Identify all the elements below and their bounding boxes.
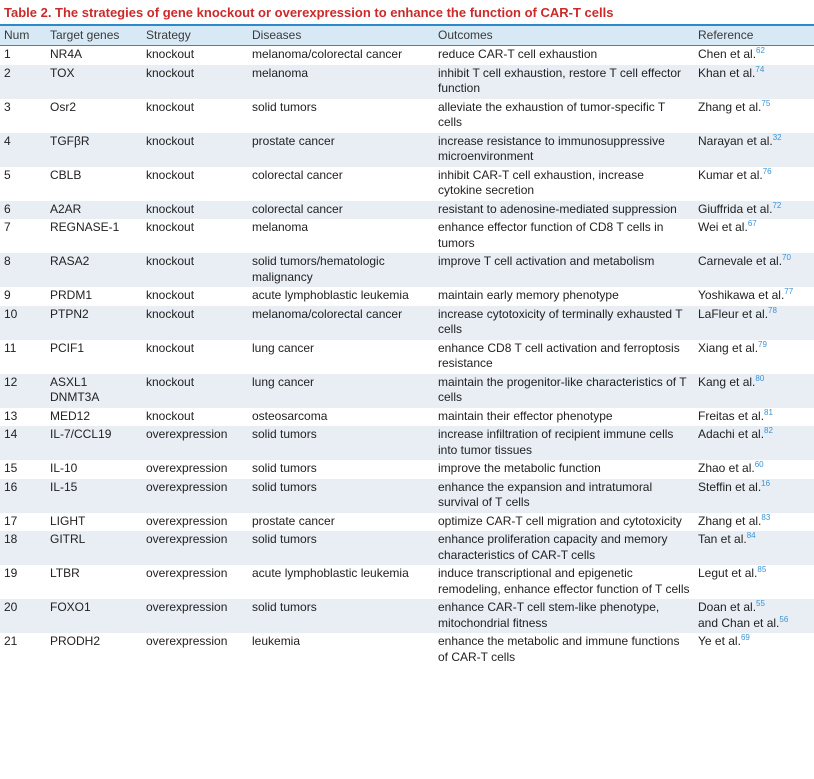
reference-author: Kumar et al. bbox=[698, 167, 763, 182]
strategy-cell: knockout bbox=[142, 133, 248, 167]
reference-citation-link[interactable]: 55 bbox=[756, 599, 765, 608]
table-row bbox=[0, 460, 814, 479]
num-cell: 21 bbox=[0, 633, 46, 667]
num-cell: 13 bbox=[0, 408, 46, 427]
strategy-cell: overexpression bbox=[142, 599, 248, 633]
reference-citation-link[interactable]: 60 bbox=[754, 460, 764, 469]
table-row bbox=[0, 531, 814, 565]
table-row bbox=[0, 253, 814, 287]
table-row bbox=[0, 633, 814, 667]
reference-author: Xiang et al. bbox=[698, 340, 759, 355]
strategy-cell: knockout bbox=[142, 306, 248, 340]
reference-citation-link[interactable]: 56 bbox=[779, 614, 789, 624]
reference-cell bbox=[694, 460, 814, 479]
table-row bbox=[0, 167, 814, 201]
reference-author: LaFleur et al. bbox=[698, 306, 769, 321]
strategy-cell: overexpression bbox=[142, 479, 248, 513]
target-gene-line: ASXL1 bbox=[50, 374, 88, 389]
reference-entry bbox=[698, 634, 750, 648]
reference-cell bbox=[694, 253, 814, 287]
target-gene-cell: RASA2 bbox=[46, 253, 142, 287]
strategy-cell: knockout bbox=[142, 340, 248, 374]
target-gene-cell: NR4A bbox=[46, 46, 142, 65]
reference-entry bbox=[698, 66, 764, 80]
reference-author: Ye et al. bbox=[698, 634, 741, 648]
header-target-genes: Target genes bbox=[46, 26, 142, 46]
table-body bbox=[0, 46, 814, 668]
reference-entry bbox=[698, 100, 770, 114]
disease-cell: colorectal cancer bbox=[248, 201, 434, 220]
reference-cell bbox=[694, 65, 814, 99]
reference-author: Kang et al. bbox=[698, 374, 756, 389]
num-cell: 11 bbox=[0, 340, 46, 374]
header-num: Num bbox=[0, 26, 46, 46]
reference-cell bbox=[694, 408, 814, 427]
target-gene-cell: IL-15 bbox=[46, 479, 142, 513]
table-row bbox=[0, 374, 814, 408]
target-gene-cell: IL-10 bbox=[46, 460, 142, 479]
reference-citation-link[interactable]: 76 bbox=[762, 166, 772, 176]
reference-author: Carnevale et al. bbox=[698, 254, 783, 268]
reference-cell bbox=[694, 565, 814, 599]
disease-cell: solid tumors bbox=[248, 460, 434, 479]
target-gene-cell: LIGHT bbox=[46, 513, 142, 532]
strategy-cell: knockout bbox=[142, 287, 248, 306]
disease-cell: acute lymphoblastic leukemia bbox=[248, 287, 434, 306]
reference-author: Steffin et al. bbox=[698, 479, 762, 494]
reference-cell bbox=[694, 479, 814, 513]
reference-citation-link[interactable]: 62 bbox=[756, 46, 765, 55]
reference-author: Wei et al. bbox=[698, 220, 748, 234]
outcome-cell: alleviate the exhaustion of tumor-specific T cells bbox=[434, 99, 694, 133]
strategy-cell: knockout bbox=[142, 99, 248, 133]
table-row bbox=[0, 201, 814, 220]
reference-citation-link[interactable]: 32 bbox=[772, 132, 782, 142]
reference-entry bbox=[698, 409, 773, 423]
reference-author: Zhang et al. bbox=[698, 513, 762, 528]
header-row bbox=[0, 26, 814, 46]
table-row bbox=[0, 479, 814, 513]
reference-cell bbox=[694, 426, 814, 460]
strategy-cell: overexpression bbox=[142, 513, 248, 532]
outcome-cell: enhance CAR-T cell stem-like phenotype, mitochondrial fitness bbox=[434, 599, 694, 633]
reference-citation-link[interactable]: 82 bbox=[764, 426, 773, 435]
reference-citation-link[interactable]: 69 bbox=[740, 633, 750, 642]
reference-entry bbox=[698, 47, 765, 61]
outcome-cell: increase cytotoxicity of terminally exhausted T cells bbox=[434, 306, 694, 340]
reference-cell bbox=[694, 46, 814, 65]
reference-author: Doan et al. bbox=[698, 600, 757, 614]
disease-cell: solid tumors bbox=[248, 599, 434, 633]
disease-cell: lung cancer bbox=[248, 340, 434, 374]
strategies-table bbox=[0, 26, 814, 667]
table-row bbox=[0, 565, 814, 599]
reference-author: Yoshikawa et al. bbox=[698, 288, 785, 302]
target-gene-line: DNMT3A bbox=[50, 390, 100, 404]
strategy-cell: overexpression bbox=[142, 460, 248, 479]
reference-author: Chen et al. bbox=[698, 47, 757, 61]
reference-citation-link[interactable]: 72 bbox=[772, 200, 782, 210]
header-outcomes: Outcomes bbox=[434, 26, 694, 46]
reference-author: Zhang et al. bbox=[698, 99, 762, 114]
num-cell: 8 bbox=[0, 253, 46, 287]
target-gene-cell: PRODH2 bbox=[46, 633, 142, 667]
num-cell: 2 bbox=[0, 65, 46, 99]
header-reference: Reference bbox=[694, 26, 814, 46]
strategy-cell: knockout bbox=[142, 65, 248, 99]
table-row bbox=[0, 426, 814, 460]
target-gene-cell: REGNASE-1 bbox=[46, 219, 142, 253]
reference-citation-link[interactable]: 81 bbox=[764, 407, 773, 417]
num-cell: 19 bbox=[0, 565, 46, 599]
disease-cell: leukemia bbox=[248, 633, 434, 667]
num-cell: 9 bbox=[0, 287, 46, 306]
reference-cell bbox=[694, 133, 814, 167]
target-gene-cell: IL-7/CCL19 bbox=[46, 426, 142, 460]
num-cell: 14 bbox=[0, 426, 46, 460]
table-row bbox=[0, 408, 814, 427]
table-row bbox=[0, 65, 814, 99]
reference-entry bbox=[698, 461, 764, 475]
reference-entry bbox=[698, 427, 773, 441]
reference-citation-link[interactable]: 83 bbox=[761, 512, 771, 522]
table-row bbox=[0, 133, 814, 167]
disease-cell: acute lymphoblastic leukemia bbox=[248, 565, 434, 599]
num-cell: 17 bbox=[0, 513, 46, 532]
disease-cell: melanoma/colorectal cancer bbox=[248, 306, 434, 340]
reference-entry bbox=[698, 307, 777, 321]
table-title: Table 2. The strategies of gene knockout or overexpression to enhance the function of CAR-T cells bbox=[4, 5, 614, 20]
reference-entry bbox=[698, 341, 767, 355]
disease-cell: lung cancer bbox=[248, 374, 434, 408]
reference-author: Tan et al. bbox=[698, 532, 747, 546]
target-gene-cell: MED12 bbox=[46, 408, 142, 427]
table-row bbox=[0, 46, 814, 65]
table-row bbox=[0, 306, 814, 340]
reference-citation-link[interactable]: 84 bbox=[746, 531, 756, 540]
reference-author: Narayan et al. bbox=[698, 133, 773, 148]
reference-citation-link[interactable]: 70 bbox=[782, 253, 791, 262]
reference-cell bbox=[694, 287, 814, 306]
outcome-cell: induce transcriptional and epigenetic remodeling, enhance effector function of T cells bbox=[434, 565, 694, 599]
num-cell: 10 bbox=[0, 306, 46, 340]
outcome-cell: improve the metabolic function bbox=[434, 460, 694, 479]
reference-entry bbox=[698, 600, 765, 614]
reference-citation-link[interactable]: 79 bbox=[758, 339, 767, 349]
reference-cell bbox=[694, 599, 814, 633]
disease-cell: prostate cancer bbox=[248, 513, 434, 532]
target-gene-cell: Osr2 bbox=[46, 99, 142, 133]
outcome-cell: increase infiltration of recipient immune cells into tumor tissues bbox=[434, 426, 694, 460]
target-gene-cell: PCIF1 bbox=[46, 340, 142, 374]
reference-cell bbox=[694, 633, 814, 667]
strategy-cell: knockout bbox=[142, 253, 248, 287]
strategy-cell: knockout bbox=[142, 408, 248, 427]
outcome-cell: enhance proliferation capacity and memory characteristics of CAR-T cells bbox=[434, 531, 694, 565]
outcome-cell: maintain the progenitor-like characteristics of T cells bbox=[434, 374, 694, 408]
reference-cell bbox=[694, 167, 814, 201]
table-row bbox=[0, 219, 814, 253]
num-cell: 7 bbox=[0, 219, 46, 253]
table-row bbox=[0, 287, 814, 306]
outcome-cell: reduce CAR-T cell exhaustion bbox=[434, 46, 694, 65]
reference-cell bbox=[694, 99, 814, 133]
outcome-cell: enhance CD8 T cell activation and ferroptosis resistance bbox=[434, 340, 694, 374]
reference-citation-link[interactable]: 16 bbox=[761, 478, 771, 488]
reference-author: Freitas et al. bbox=[698, 408, 765, 423]
num-cell: 20 bbox=[0, 599, 46, 633]
reference-author: Giuffrida et al. bbox=[698, 201, 773, 216]
disease-cell: melanoma bbox=[248, 65, 434, 99]
strategy-cell: overexpression bbox=[142, 633, 248, 667]
reference-author: Zhao et al. bbox=[698, 461, 755, 475]
outcome-cell: enhance the expansion and intratumoral survival of T cells bbox=[434, 479, 694, 513]
outcome-cell: improve T cell activation and metabolism bbox=[434, 253, 694, 287]
reference-entry bbox=[698, 134, 782, 148]
reference-entry bbox=[698, 375, 764, 389]
reference-cell bbox=[694, 201, 814, 220]
num-cell: 1 bbox=[0, 46, 46, 65]
strategy-cell: overexpression bbox=[142, 426, 248, 460]
target-gene-cell: TGFβR bbox=[46, 133, 142, 167]
num-cell: 4 bbox=[0, 133, 46, 167]
target-gene-cell: TOX bbox=[46, 65, 142, 99]
reference-citation-link[interactable]: 80 bbox=[755, 373, 765, 383]
num-cell: 18 bbox=[0, 531, 46, 565]
disease-cell: melanoma/colorectal cancer bbox=[248, 46, 434, 65]
reference-author: Legut et al. bbox=[698, 566, 758, 580]
disease-cell: colorectal cancer bbox=[248, 167, 434, 201]
reference-entry bbox=[698, 566, 766, 580]
reference-entry bbox=[698, 220, 757, 234]
reference-citation-link[interactable]: 77 bbox=[784, 287, 794, 296]
target-gene-cell: FOXO1 bbox=[46, 599, 142, 633]
outcome-cell: maintain early memory phenotype bbox=[434, 287, 694, 306]
reference-entry bbox=[698, 254, 791, 268]
disease-cell: solid tumors bbox=[248, 531, 434, 565]
strategy-cell: knockout bbox=[142, 219, 248, 253]
num-cell: 5 bbox=[0, 167, 46, 201]
reference-citation-link[interactable]: 67 bbox=[747, 219, 757, 228]
reference-cell bbox=[694, 340, 814, 374]
strategy-cell: knockout bbox=[142, 167, 248, 201]
disease-cell: osteosarcoma bbox=[248, 408, 434, 427]
disease-cell: solid tumors bbox=[248, 99, 434, 133]
target-gene-cell bbox=[46, 374, 142, 408]
target-gene-cell: PTPN2 bbox=[46, 306, 142, 340]
outcome-cell: maintain their effector phenotype bbox=[434, 408, 694, 427]
reference-citation-link[interactable]: 78 bbox=[768, 305, 777, 315]
strategy-cell: knockout bbox=[142, 374, 248, 408]
reference-citation-link[interactable]: 85 bbox=[757, 565, 767, 574]
outcome-cell: enhance the metabolic and immune functions of CAR-T cells bbox=[434, 633, 694, 667]
outcome-cell: increase resistance to immunosuppressive microenvironment bbox=[434, 133, 694, 167]
reference-cell bbox=[694, 513, 814, 532]
strategy-cell: overexpression bbox=[142, 531, 248, 565]
target-gene-cell: CBLB bbox=[46, 167, 142, 201]
target-gene-cell: A2AR bbox=[46, 201, 142, 220]
reference-entry bbox=[698, 288, 793, 302]
table-row bbox=[0, 99, 814, 133]
outcome-cell: inhibit T cell exhaustion, restore T cell effector function bbox=[434, 65, 694, 99]
outcome-cell: optimize CAR-T cell migration and cytotoxicity bbox=[434, 513, 694, 532]
disease-cell: solid tumors/hematologic malignancy bbox=[248, 253, 434, 287]
header-strategy: Strategy bbox=[142, 26, 248, 46]
reference-entry bbox=[698, 202, 781, 216]
strategy-cell: overexpression bbox=[142, 565, 248, 599]
outcome-cell: enhance effector function of CD8 T cells in tumors bbox=[434, 219, 694, 253]
disease-cell: solid tumors bbox=[248, 479, 434, 513]
num-cell: 12 bbox=[0, 374, 46, 408]
reference-author: Khan et al. bbox=[698, 65, 756, 80]
reference-citation-link[interactable]: 75 bbox=[761, 98, 771, 108]
reference-entry bbox=[698, 168, 772, 182]
target-gene-cell: PRDM1 bbox=[46, 287, 142, 306]
reference-cell bbox=[694, 374, 814, 408]
disease-cell: solid tumors bbox=[248, 426, 434, 460]
num-cell: 15 bbox=[0, 460, 46, 479]
reference-author: Adachi et al. bbox=[698, 427, 765, 441]
num-cell: 16 bbox=[0, 479, 46, 513]
reference-entry bbox=[698, 514, 770, 528]
outcome-cell: resistant to adenosine-mediated suppression bbox=[434, 201, 694, 220]
reference-author: and Chan et al. bbox=[698, 615, 780, 630]
table-row bbox=[0, 513, 814, 532]
reference-cell bbox=[694, 531, 814, 565]
disease-cell: melanoma bbox=[248, 219, 434, 253]
reference-cell bbox=[694, 306, 814, 340]
table-title-bar bbox=[0, 0, 814, 26]
strategy-cell: knockout bbox=[142, 46, 248, 65]
table-row bbox=[0, 599, 814, 633]
reference-entry bbox=[698, 616, 788, 630]
disease-cell: prostate cancer bbox=[248, 133, 434, 167]
num-cell: 3 bbox=[0, 99, 46, 133]
header-diseases: Diseases bbox=[248, 26, 434, 46]
reference-entry bbox=[698, 480, 770, 494]
reference-cell bbox=[694, 219, 814, 253]
reference-citation-link[interactable]: 74 bbox=[755, 64, 765, 74]
num-cell: 6 bbox=[0, 201, 46, 220]
target-gene-cell: LTBR bbox=[46, 565, 142, 599]
target-gene-cell: GITRL bbox=[46, 531, 142, 565]
strategy-cell: knockout bbox=[142, 201, 248, 220]
reference-entry bbox=[698, 532, 756, 546]
table-row bbox=[0, 340, 814, 374]
outcome-cell: inhibit CAR-T cell exhaustion, increase cytokine secretion bbox=[434, 167, 694, 201]
